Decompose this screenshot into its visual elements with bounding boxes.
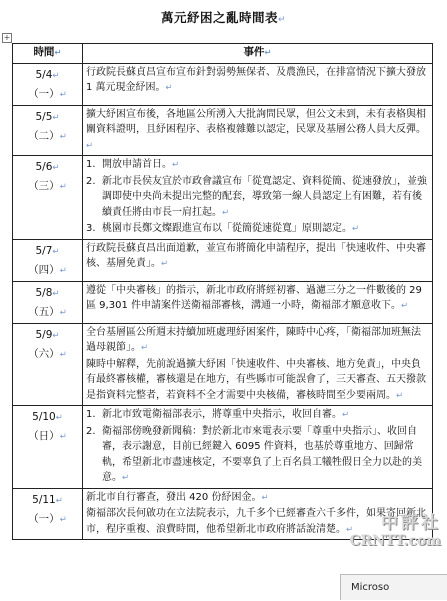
event-paragraph: 衛福部次長何啟功在立法院表示，九千多个已經審查六千多件，如果寄回新北市，程序重複、浪費時間，他希望新北市政府將話說清楚。↵ [86,508,426,535]
header-event: 事件↵ [83,44,433,64]
date-text: 5/7 [35,244,53,257]
event-paragraph: 全台基層區公所週末持續加班處理紓困案件，陳時中心疼，「衛福部加班無法過母親節」。↵ [86,326,421,353]
paragraph-mark: ↵ [277,15,287,25]
table-move-handle-icon[interactable]: + [3,33,11,42]
event-cell [83,406,433,489]
weekday-text: （一） [28,87,60,100]
document-title: 萬元紓困之亂時間表↵ [160,10,287,25]
event-text: 行政院長蘇貞昌出面道歉，並宣布將簡化申請程序，提出「快速收件、中央審核、基層免責」。↵ [86,242,426,269]
event-list-item: 2. 衛福部傍晚發新聞稿：對於新北市來電表示要「尊重中央指示」、收回自審，表示謝意，目前已經鍵入 6095 件資料，也基於尊重地方、回歸常軌，希望新北市盡速核定，不要辜負了上百名員工犧牲假日全力以赴的美意。↵ [86,425,422,483]
table-row [13,63,433,105]
date-cell: 5/9↵ （六）↵ [13,323,83,406]
event-cell [83,63,433,105]
event-cell [83,156,433,240]
weekday-text: （二） [28,129,60,142]
event-list-item: 1. 開放申請首日。↵ [86,159,180,170]
table-row [13,281,433,323]
event-paragraph: 新北市自行審查，發出 420 份紓困金。↵ [86,491,269,503]
table-row [13,156,433,240]
watermark-logo: 中評社 CRNTT.com [349,513,441,549]
date-text: 5/10 [32,411,56,423]
event-list-item: 1. 新北市致電衛福部表示，將尊重中央指示，收回自審。↵ [86,409,350,420]
date-text: 5/11 [32,493,56,506]
table-row [13,105,433,156]
event-paragraph: 陳時中解釋，先前說過擴大紓困「快速收件、中央審核、地方免責」，中央負有最終審核權，審核還是在地方，有些縣市可能誤會了，三天審查、五天撥款是指資料完整者，若資料不全才需要中央核備，審核時間至少要兩周。↵ [86,358,426,401]
taskbar-item[interactable]: Microso [340,574,447,600]
date-cell: 5/4↵ （一）↵ [13,63,83,105]
table-header-row [13,44,433,64]
date-cell: 5/11↵ （一）↵ [13,488,83,540]
event-text: 擴大紓困宣布後，各地區公所湧入大批詢問民眾，但公文未到，未有表格與相關資料證明，且紓困程序、表格複雜難以認定，民眾及基層公務人員大反彈。↵ [86,108,426,151]
event-cell [83,239,433,281]
date-text: 5/9 [35,328,53,341]
event-cell [83,105,433,156]
weekday-text: （五） [28,305,60,318]
event-list-item: 2. 新北市長侯友宜於市政會議宣布「從寬認定、資料從簡、從速發放」，並強調即使中央尚未提出完整的配套，導致第一線人員認定上有困難，若有後續責任將由市長一肩扛起。↵ [86,175,427,218]
date-text: 5/5 [35,110,53,123]
date-text: 5/6 [35,161,53,173]
date-text: 5/4 [35,68,53,81]
event-text: 遵從「中央審核」的指示，新北市政府將經初審、過濾三分之一件數後的 29 區 9,301 件申請案件送衛福部審核，溝通一小時，衛福部才願意收下。↵ [86,284,422,311]
header-date: 時間↵ [13,44,83,64]
event-text: 行政院長蘇貞昌宣布宣布針對弱勢無保者、及農漁民，在排富情況下擴大發放 1 萬元現金紓困。↵ [86,66,426,93]
weekday-text: （一） [28,512,60,525]
date-cell: 5/7↵ （四）↵ [13,239,83,281]
timeline-table [12,43,433,540]
weekday-text: （六） [28,347,60,360]
event-cell [83,281,433,323]
table-row [13,406,433,489]
weekday-text: （三） [28,180,60,192]
date-cell: 5/5↵ （二）↵ [13,105,83,156]
date-cell: 5/8↵ （五）↵ [13,281,83,323]
event-cell [83,323,433,406]
weekday-text: （四） [28,263,60,276]
date-text: 5/8 [35,286,53,299]
table-row [13,239,433,281]
weekday-text: （日） [28,430,60,442]
event-list-item: 3. 桃園市長鄭文燦跟進宣布以「從簡從速從寬」原則認定。↵ [86,223,360,234]
date-cell: 5/6↵ （三）↵ [13,156,83,240]
date-cell: 5/10↵ （日）↵ [13,406,83,489]
table-row [13,323,433,406]
